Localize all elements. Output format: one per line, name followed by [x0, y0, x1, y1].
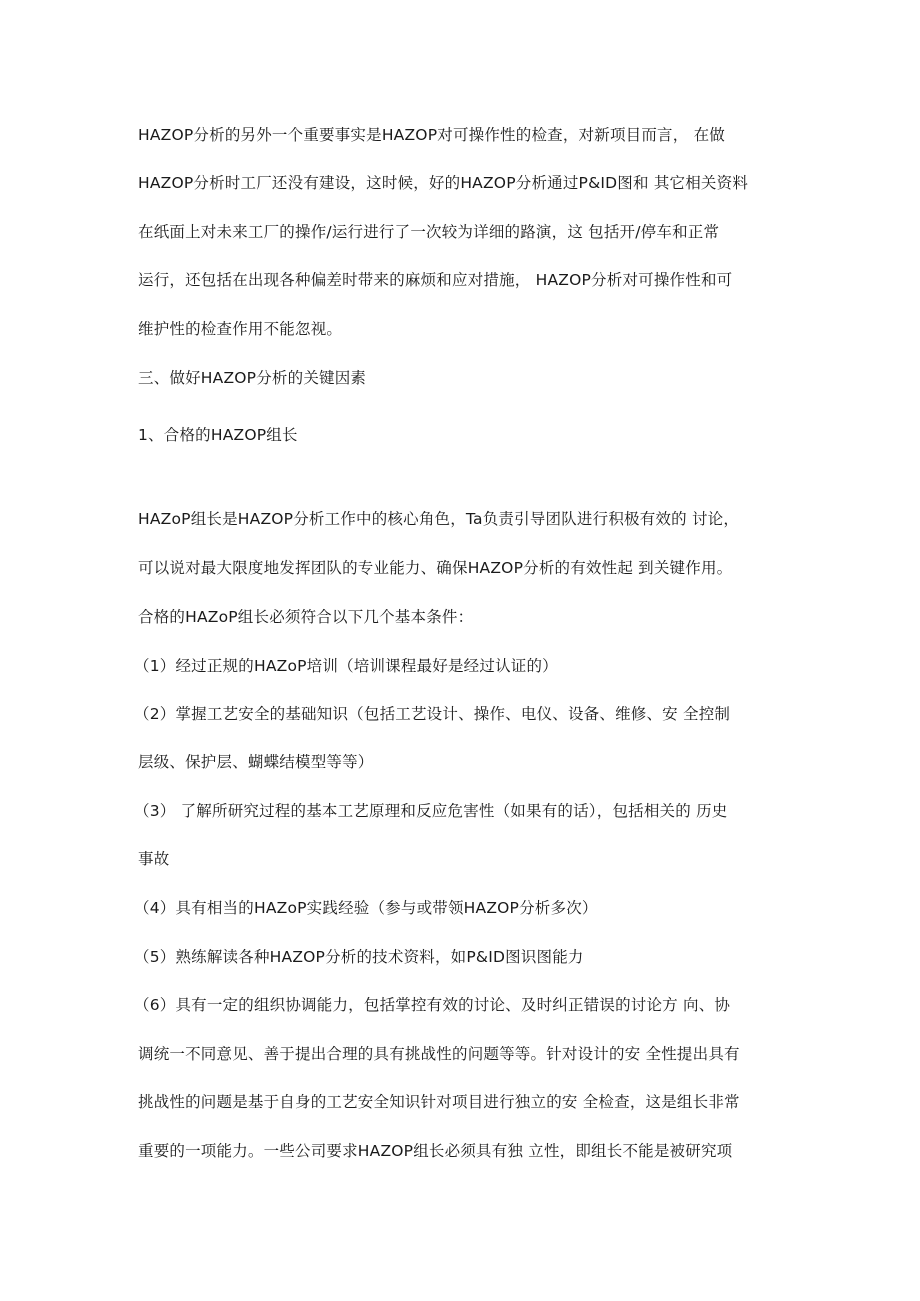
- list-item-6-cont-3: 重要的一项能力。一些公司要求HAZOP组长必须具有独 立性，即组长不能是被研究项: [138, 1142, 733, 1160]
- paragraph-line-9: 可以说对最大限度地发挥团队的专业能力、确保HAZOP分析的有效性起 到关键作用。: [138, 559, 733, 577]
- list-item-2-cont: 层级、保护层、蝴蝶结模型等等）: [138, 753, 374, 771]
- list-item-1: （1）经过正规的HAZoP培训（培训课程最好是经过认证的）: [134, 657, 558, 675]
- paragraph-line-4: 运行，还包括在出现各种偏差时带来的麻烦和应对措施， HAZOP分析对可操作性和可: [138, 271, 733, 289]
- section-heading: 三、做好HAZOP分析的关键因素: [138, 369, 367, 387]
- paragraph-line-5: 维护性的检查作用不能忽视。: [138, 320, 343, 338]
- paragraph-line-1: HAZOP分析的另外一个重要事实是HAZOP对可操作性的检查，对新项目而言， 在做: [138, 126, 725, 144]
- list-item-6-cont-1: 调统一不同意见、善于提出合理的具有挑战性的问题等等。针对设计的安 全性提出具有: [138, 1045, 740, 1063]
- paragraph-line-3: 在纸面上对未来工厂的操作/运行进行了一次较为详细的路演，这 包括开/停车和正常: [138, 223, 720, 241]
- paragraph-line-8: HAZoP组长是HAZOP分析工作中的核心角色，Ta负责引导团队进行积极有效的 讨论，: [138, 510, 740, 528]
- list-item-6: （6）具有一定的组织协调能力，包括掌控有效的讨论、及时纠正错误的讨论方 向、协: [134, 996, 731, 1014]
- paragraph-line-10: 合格的HAZoP组长必须符合以下几个基本条件：: [138, 608, 474, 626]
- list-item-6-cont-2: 挑战性的问题是基于自身的工艺安全知识针对项目进行独立的安 全检查，这是组长非常: [138, 1093, 740, 1111]
- paragraph-line-2: HAZOP分析时工厂还没有建设，这时候，好的HAZOP分析通过P&ID图和 其它相关资料: [138, 174, 749, 192]
- list-item-3-cont: 事故: [138, 850, 170, 868]
- list-item-3: （3） 了解所研究过程的基本工艺原理和反应危害性（如果有的话），包括相关的 历史: [134, 802, 728, 820]
- list-item-5: （5）熟练解读各种HAZOP分析的技术资料，如P&ID图识图能力: [134, 948, 584, 966]
- list-item-4: （4）具有相当的HAZoP实践经验（参与或带领HAZOP分析多次）: [134, 899, 598, 917]
- subsection-heading: 1、合格的HAZOP组长: [138, 426, 298, 444]
- list-item-2: （2）掌握工艺安全的基础知识（包括工艺设计、操作、电仪、设备、维修、安 全控制: [134, 705, 731, 723]
